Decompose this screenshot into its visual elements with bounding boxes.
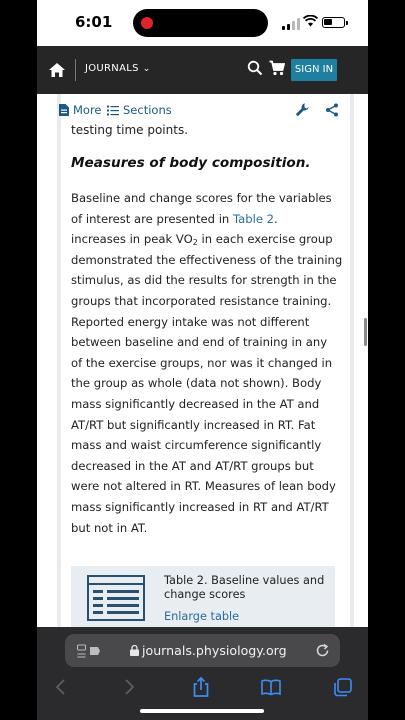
reload-icon[interactable] [315, 643, 330, 658]
table-preview-card[interactable] [71, 566, 335, 627]
paragraph-line [71, 394, 341, 415]
body-paragraph [71, 188, 341, 538]
lock-icon [130, 645, 139, 656]
paragraph-line [71, 291, 341, 312]
recording-indicator-icon [141, 17, 153, 29]
journals-label: JOURNALS [85, 63, 139, 74]
more-button[interactable] [59, 103, 102, 117]
paragraph-line [71, 250, 341, 271]
url-text: journals.physiology.org [142, 643, 287, 658]
paragraph-line [71, 353, 341, 374]
text-run: but not in AT. [71, 520, 148, 535]
forward-icon[interactable] [119, 676, 139, 698]
cellular-signal-icon [282, 18, 302, 30]
text-run: decreased in the AT and AT/RT groups but [71, 458, 314, 473]
text-run: mass significantly decreased in the AT and [71, 396, 320, 411]
browser-toolbar [37, 627, 368, 720]
paragraph-line [71, 415, 341, 436]
document-icon [59, 104, 69, 116]
more-label: More [73, 103, 102, 117]
wifi-icon [303, 15, 318, 27]
sections-button[interactable] [107, 103, 172, 117]
sections-label: Sections [123, 103, 172, 117]
text-run: Reported energy intake was not different [71, 314, 310, 329]
journal-nav-bar [37, 46, 368, 94]
right-margin-rail [350, 94, 354, 627]
sign-in-button[interactable]: SIGN IN [291, 59, 337, 81]
subscript: 2 [192, 238, 198, 248]
text-run: between baseline and end of training in any [71, 335, 328, 350]
text-run: stimulus, as did the results for strength in the [71, 273, 337, 288]
text-run: groups that incorporated resistance training. [71, 293, 332, 308]
battery-icon [322, 17, 345, 28]
wrench-icon[interactable] [295, 103, 309, 117]
paragraph-line [71, 229, 341, 250]
text-run: AT/RT but significantly increased in RT. Fat [71, 417, 316, 432]
tab-overview-icon[interactable] [333, 676, 353, 698]
text-run: increases in peak VO [71, 232, 193, 247]
chevron-down-icon: ⌄ [142, 64, 151, 74]
bookmarks-icon[interactable] [261, 676, 281, 698]
browser-actions [37, 673, 368, 703]
paragraph-line [71, 209, 341, 230]
paragraph-line [71, 373, 341, 394]
back-icon[interactable] [51, 676, 71, 698]
paragraph-line [71, 497, 341, 518]
home-indicator[interactable] [140, 709, 264, 713]
paragraph-line [71, 188, 341, 209]
list-icon [107, 105, 119, 116]
section-heading: Measures of body composition. [71, 155, 311, 171]
table-thumbnail-icon [87, 575, 145, 621]
previous-paragraph-tail: testing time points. [71, 123, 189, 137]
status-bar [37, 0, 368, 46]
text-run: . [274, 211, 278, 226]
tabs-icon[interactable] [77, 644, 101, 658]
nav-divider [75, 59, 76, 81]
paragraph-line [71, 435, 341, 456]
paragraph-line [71, 312, 341, 333]
journals-menu[interactable] [85, 63, 151, 74]
share-icon[interactable] [325, 103, 339, 117]
text-run: mass and waist circumference significantly [71, 438, 322, 453]
search-icon[interactable] [247, 60, 263, 76]
address-bar[interactable] [65, 634, 340, 667]
scrollbar-thumb[interactable] [364, 318, 367, 346]
status-time: 6:01 [75, 13, 113, 31]
home-icon[interactable] [49, 62, 65, 76]
article-toolbar [59, 102, 349, 122]
left-margin-rail [57, 94, 61, 627]
text-run: mass significantly increased in RT and AT/RT [71, 499, 329, 514]
text-run: of the exercise groups, nor was it changed in [71, 355, 333, 370]
text-run: the group as whole (data not shown). Body [71, 376, 322, 391]
text-run: were not altered in RT. Measures of lean body [71, 479, 336, 494]
text-run: of interest are presented in [71, 211, 233, 226]
cart-icon[interactable] [269, 60, 285, 76]
paragraph-line [71, 518, 341, 539]
table-2-link[interactable]: Table 2 [232, 211, 275, 226]
text-run: in each exercise group [197, 232, 333, 247]
dynamic-island [133, 9, 268, 37]
paragraph-line [71, 456, 341, 477]
phone-screen [37, 0, 368, 720]
share-sheet-icon[interactable] [191, 676, 211, 698]
table-title: Table 2. Baseline values and change scores [164, 574, 325, 601]
article-content [37, 94, 368, 627]
paragraph-line [71, 332, 341, 353]
paragraph-line [71, 270, 341, 291]
text-run: demonstrated the effectiveness of the training [71, 252, 343, 267]
enlarge-table-link[interactable]: Enlarge table [164, 610, 240, 623]
text-run: Baseline and change scores for the variables [71, 191, 332, 205]
paragraph-line [71, 476, 341, 497]
